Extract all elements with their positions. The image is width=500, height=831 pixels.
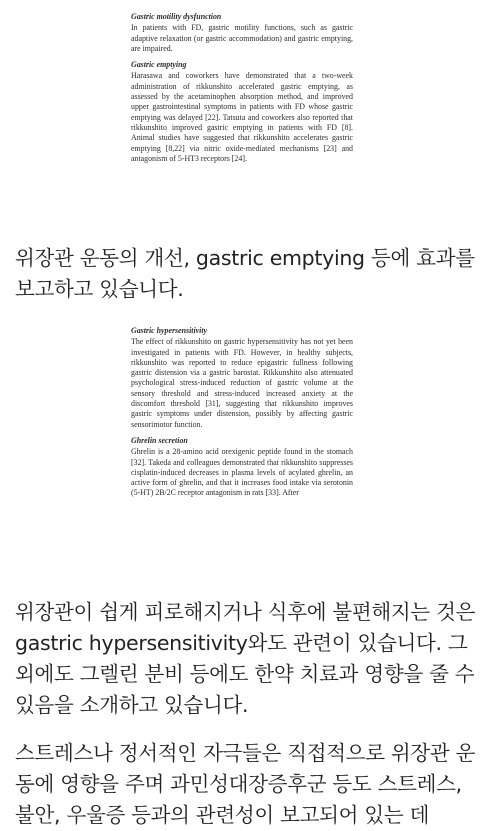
section-heading-hypersensitivity: Gastric hypersensitivity (131, 326, 208, 335)
section-heading-motility: Gastric motility dysfunction (131, 12, 222, 21)
blog-paragraph-2: 위장관이 쉽게 피로해지거나 식후에 불편해지는 것은 gastric hypersensitivity와도 관련이 있습니다. 그 외에도 그렐린 분비 등에도 한약 치료과 영향을 줄 수 있음을 소개하고 있습니다. (15, 600, 476, 717)
section-body-hypersensitivity: The effect of rikkunshito on gastric hypersensitivity has not yet been investigated in patients with FD. However, in healthy subjects, rikkunshito was reported to reduce epigastric fullness following gastric distension via a gastric barostat. Rikkunshito also attenuated psychological stress-induced reduction of gastric volume at the sensory threshold and stress-induced increased anxiety at the discomfort threshold [31], suggesting that rikkunshito improves gastric symptoms under distension, possibly by affecting gastric sensorimotor function. (131, 337, 353, 429)
blog-paragraph-3: 스트레스나 정서적인 자극들은 직접적으로 위장관 운동에 영향을 주며 과민성대장증후군 등도 스트레스, 불안, 우울증 등과의 관련성이 보고되어 있는 데 (15, 741, 476, 827)
section-body-motility: In patients with FD, gastric motility functions, such as gastric adaptive relaxation (or gastric accommodation) and gastric emptying, are impaired. (131, 23, 353, 53)
blog-paragraph-1: 위장관 운동의 개선, gastric emptying 등에 효과를 보고하고 있습니다. (15, 246, 475, 301)
section-body-emptying: Harasawa and coworkers have demonstrated that a two-week administration of rikkunshito accelerated gastric emptying, as assessed by the acetaminophen absorption method, and improved upper gastrointestinal symptoms in patients with FD whose gastric emptying was delayed [22]. Tatsuta and coworkers also reported that rikkunshito improved gastric emptying in patients with FD [8]. Animal studies have suggested that rikkunshito accelerates gastric emptying [8,22] via nitric oxide-mediated mechanisms [23] and antagonism of 5-HT3 receptors [24]. (131, 71, 353, 163)
paper-excerpt-motility (131, 12, 353, 170)
section-heading-ghrelin: Ghrelin secretion (131, 435, 188, 445)
section-body-ghrelin: Ghrelin is a 28-amino acid orexigenic peptide found in the stomach [32]. Takeda and colleagues demonstrated that rikkunshito suppresses cisplatin-induced decreases in plasma levels of acylated ghrelin, an active form of ghrelin, and that it increases food intake via serotonin (5-HT) 2B/2C receptor antagonism in rats [33]. After (131, 447, 353, 498)
section-heading-emptying: Gastric emptying (131, 60, 187, 70)
paper-excerpt-hypersensitivity (131, 326, 353, 505)
